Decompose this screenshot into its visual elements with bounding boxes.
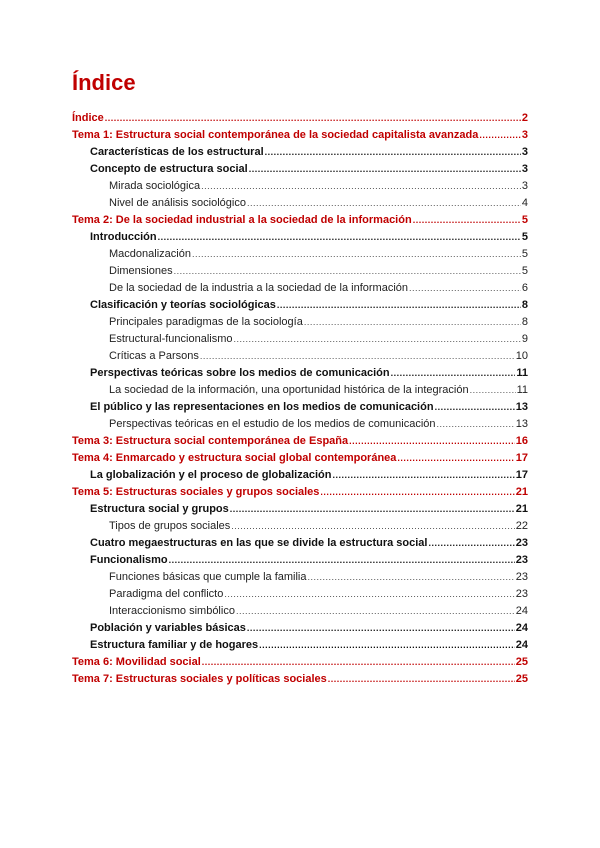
toc-entry-label: Macdonalización (109, 248, 191, 260)
toc-entry-label: El público y las representaciones en los medios de comunicación (90, 401, 434, 413)
toc-entry[interactable] (72, 265, 528, 282)
toc-entry-page-number: 17 (515, 469, 528, 481)
toc-entry[interactable] (72, 163, 528, 180)
dot-leader (192, 249, 521, 259)
dot-leader (277, 300, 521, 310)
toc-entry-label: Interaccionismo simbólico (109, 605, 235, 617)
toc-entry-label: Funciones básicas que cumple la familia (109, 571, 307, 583)
toc-entry[interactable] (72, 537, 528, 554)
toc-entry-label: Concepto de estructura social (90, 163, 248, 175)
dot-leader (308, 572, 515, 582)
toc-entry-page-number: 9 (521, 333, 528, 345)
page-title: Índice (72, 70, 136, 95)
dot-leader (437, 419, 515, 429)
toc-entry-label: Tema 1: Estructura social contemporánea de la sociedad capitalista avanzada (72, 129, 479, 141)
toc-entry[interactable] (72, 656, 528, 673)
toc-entry[interactable] (72, 639, 528, 656)
toc-entry-label: Tema 2: De la sociedad industrial a la sociedad de la información (72, 214, 412, 226)
dot-leader (105, 113, 521, 123)
toc-entry[interactable] (72, 486, 528, 503)
toc-entry-page-number: 4 (521, 197, 528, 209)
toc-entry[interactable] (72, 129, 528, 146)
toc-entry[interactable] (72, 299, 528, 316)
toc-entry-page-number: 8 (521, 316, 528, 328)
toc-entry[interactable] (72, 333, 528, 350)
toc-entry-page-number: 3 (521, 129, 528, 141)
toc-entry-label: Estructura social y grupos (90, 503, 229, 515)
toc-entry[interactable] (72, 452, 528, 469)
toc-entry-page-number: 25 (515, 656, 528, 668)
toc-entry-label: Tema 4: Enmarcado y estructura social global contemporánea (72, 452, 397, 464)
toc-entry-label: Nivel de análisis sociológico (109, 197, 246, 209)
toc-entry-label: Clasificación y teorías sociológicas (90, 299, 276, 311)
toc-entry-page-number: 23 (515, 571, 528, 583)
toc-entry-page-number: 23 (515, 588, 528, 600)
toc-entry-page-number: 21 (515, 503, 528, 515)
toc-entry[interactable] (72, 214, 528, 231)
toc-entry-page-number: 3 (521, 163, 528, 175)
toc-entry-page-number: 11 (516, 384, 528, 396)
toc-entry-label: Estructura familiar y de hogares (90, 639, 259, 651)
toc-entry[interactable] (72, 673, 528, 690)
toc-entry-page-number: 11 (516, 367, 528, 379)
toc-entry-label: Tema 7: Estructuras sociales y políticas sociales (72, 673, 327, 685)
dot-leader (230, 504, 515, 514)
dot-leader (391, 368, 516, 378)
toc-entry-page-number: 23 (515, 537, 528, 549)
toc-entry-page-number: 24 (515, 639, 528, 651)
dot-leader (158, 232, 521, 242)
dot-leader (202, 657, 515, 667)
toc-entry-label: Tipos de grupos sociales (109, 520, 231, 532)
dot-leader (224, 589, 514, 599)
toc-entry-label: Introducción (90, 231, 157, 243)
toc-entry-label: La globalización y el proceso de globalización (90, 469, 332, 481)
toc-entry-page-number: 16 (515, 435, 528, 447)
toc-entry-page-number: 10 (515, 350, 528, 362)
toc-entry[interactable] (72, 469, 528, 486)
toc-entry[interactable] (72, 367, 528, 384)
toc-entry-page-number: 2 (521, 112, 528, 124)
toc-entry-label: Mirada sociológica (109, 180, 201, 192)
toc-entry-label: Perspectivas teóricas en el estudio de los medios de comunicación (109, 418, 436, 430)
toc-entry-page-number: 8 (521, 299, 528, 311)
dot-leader (470, 385, 516, 395)
toc-entry[interactable] (72, 316, 528, 333)
dot-leader (249, 164, 521, 174)
toc-entry-page-number: 22 (515, 520, 528, 532)
toc-entry-label: Tema 5: Estructuras sociales y grupos sociales (72, 486, 320, 498)
toc-entry-page-number: 13 (515, 418, 528, 430)
toc-entry-label: Dimensiones (109, 265, 173, 277)
toc-entry-label: Población y variables básicas (90, 622, 246, 634)
toc-entry-label: Funcionalismo (90, 554, 168, 566)
dot-leader (397, 453, 514, 463)
toc-entry[interactable] (72, 435, 528, 452)
dot-leader (200, 351, 515, 361)
toc-entry-page-number: 13 (515, 401, 528, 413)
dot-leader (435, 402, 515, 412)
toc-entry-label: Paradigma del conflicto (109, 588, 224, 600)
toc-entry[interactable] (72, 231, 528, 248)
toc-entry-label: Críticas a Parsons (109, 350, 199, 362)
toc-entry[interactable] (72, 588, 528, 605)
toc-entry-page-number: 5 (521, 248, 528, 260)
dot-leader (428, 538, 514, 548)
toc-entry-label: Cuatro megaestructuras en las que se divide la estructura social (90, 537, 428, 549)
dot-leader (265, 147, 521, 157)
toc-entry[interactable] (72, 350, 528, 367)
toc-entry[interactable] (72, 197, 528, 214)
toc-entry-page-number: 25 (515, 673, 528, 685)
toc-entry[interactable] (72, 384, 528, 401)
dot-leader (174, 266, 521, 276)
toc-entry[interactable] (72, 180, 528, 197)
toc-entry[interactable] (72, 605, 528, 622)
toc-entry-label: Estructural-funcionalismo (109, 333, 233, 345)
toc-entry-label: La sociedad de la información, una oportunidad histórica de la integración (109, 384, 469, 396)
toc-entry-page-number: 24 (515, 605, 528, 617)
toc-entry-page-number: 5 (521, 231, 528, 243)
dot-leader (332, 470, 514, 480)
toc-entry-page-number: 23 (515, 554, 528, 566)
toc-entry[interactable] (72, 503, 528, 520)
toc-entry-label: Perspectivas teóricas sobre los medios de comunicación (90, 367, 390, 379)
dot-leader (236, 606, 515, 616)
toc-entry[interactable] (72, 282, 528, 299)
toc-entry[interactable] (72, 418, 528, 435)
dot-leader (413, 215, 521, 225)
dot-leader (409, 283, 521, 293)
toc-entry[interactable] (72, 401, 528, 418)
dot-leader (234, 334, 521, 344)
dot-leader (479, 130, 521, 140)
toc-entry-label: Tema 6: Movilidad social (72, 656, 201, 668)
dot-leader (247, 623, 515, 633)
toc-entry[interactable] (72, 571, 528, 588)
toc-entry[interactable] (72, 112, 528, 129)
toc-entry-page-number: 6 (521, 282, 528, 294)
toc-entry[interactable] (72, 146, 528, 163)
dot-leader (201, 181, 521, 191)
table-of-contents (72, 112, 528, 690)
toc-entry-label: Principales paradigmas de la sociología (109, 316, 303, 328)
toc-entry-page-number: 3 (521, 146, 528, 158)
toc-entry[interactable] (72, 248, 528, 265)
toc-entry-page-number: 21 (515, 486, 528, 498)
dot-leader (247, 198, 521, 208)
dot-leader (169, 555, 515, 565)
toc-entry-label: Tema 3: Estructura social contemporánea de España (72, 435, 349, 447)
toc-entry-label: Índice (72, 112, 104, 124)
toc-entry-page-number: 5 (521, 265, 528, 277)
dot-leader (231, 521, 514, 531)
dot-leader (328, 674, 515, 684)
toc-entry[interactable] (72, 520, 528, 537)
dot-leader (320, 487, 514, 497)
toc-entry-page-number: 24 (515, 622, 528, 634)
toc-entry-label: De la sociedad de la industria a la sociedad de la información (109, 282, 409, 294)
toc-entry-page-number: 3 (521, 180, 528, 192)
dot-leader (304, 317, 521, 327)
toc-entry-page-number: 5 (521, 214, 528, 226)
dot-leader (259, 640, 515, 650)
toc-entry-page-number: 17 (515, 452, 528, 464)
toc-entry-label: Características de los estructural (90, 146, 264, 158)
toc-entry[interactable] (72, 622, 528, 639)
dot-leader (349, 436, 515, 446)
toc-entry[interactable] (72, 554, 528, 571)
